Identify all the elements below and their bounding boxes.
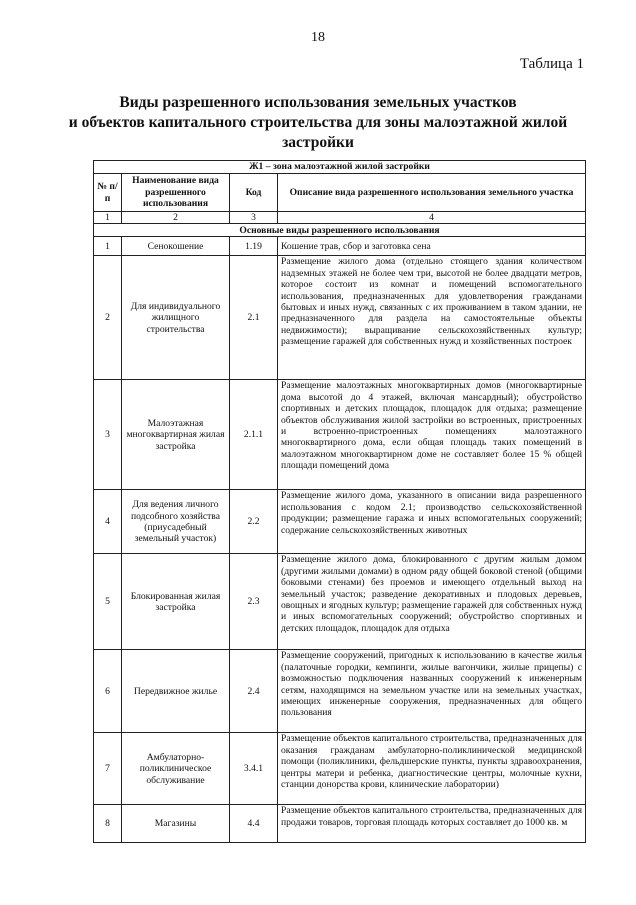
row-code: 2.1 [230,256,278,380]
row-use-name: Передвижное жилье [122,650,230,733]
row-description: Размещение малоэтажных многоквартирных домов (многоквартирные дома высотой до 4 этажей, включая мансардный); обустройство спортивных и детских площадок, площадок для отдыха; размещение объектов обслуживания жилой застройки во встроенных, пристроенных и встроенно-пристроенных помещениях малоэтажного многоквартирного дома, если общая площадь таких помещений в малоэтажном многоквартирном доме не составляет более 15 % общей площади помещений дома [278,380,586,490]
title-line-2: и объектов капитального строительства для зоны малоэтажной жилой [68,114,568,131]
table-row [94,805,586,843]
row-use-name: Блокированная жилая застройка [122,554,230,650]
row-number: 2 [94,256,122,380]
row-code: 2.1.1 [230,380,278,490]
document-title [60,93,576,153]
zone-title: Ж1 – зона малоэтажной жилой застройки [94,161,586,174]
land-use-table [93,160,586,843]
row-use-name: Малоэтажная многоквартирная жилая застройка [122,380,230,490]
header-code: Код [230,174,278,212]
row-number: 5 [94,554,122,650]
column-number: 2 [122,212,230,224]
table-row [94,237,586,256]
title-line-1: Виды разрешенного использования земельных участков [119,94,517,111]
row-use-name: Магазины [122,805,230,843]
row-code: 1.19 [230,237,278,256]
row-number: 8 [94,805,122,843]
row-use-name: Амбулаторно-поликлиническое обслуживание [122,733,230,805]
table-row [94,554,586,650]
page-number: 18 [311,30,325,45]
table-label: Таблица 1 [519,56,584,72]
row-code: 2.2 [230,490,278,554]
table-row [94,733,586,805]
row-number: 1 [94,237,122,256]
table-row [94,256,586,380]
column-number: 1 [94,212,122,224]
row-code: 3.4.1 [230,733,278,805]
column-number: 3 [230,212,278,224]
row-use-name: Сенокошение [122,237,230,256]
header-description: Описание вида разрешенного использования земельного участка [278,174,586,212]
table-row [94,380,586,490]
table-row [94,650,586,733]
row-code: 4.4 [230,805,278,843]
row-use-name: Для индивидуального жилищного строительства [122,256,230,380]
row-description: Размещение объектов капитального строительства, предназначенных для продажи товаров, торговая площадь которых составляет до 1000 кв. м [278,805,586,843]
row-number: 3 [94,380,122,490]
row-number: 4 [94,490,122,554]
row-code: 2.3 [230,554,278,650]
row-number: 6 [94,650,122,733]
row-code: 2.4 [230,650,278,733]
row-number: 7 [94,733,122,805]
row-description: Размещение жилого дома (отдельно стоящего здания количеством надземных этажей не более чем три, высотой не более двадцати метров, которое состоит из комнат и помещений вспомогательного использования, предназначенных для удовлетворения гражданами бытовых и иных нужд, связанных с их проживанием в таком здании, не предназначенного для раздела на самостоятельные объекты недвижимости); выращивание сельскохозяйственных культур; размещение гаражей для собственных нужд и хозяйственных построек [278,256,586,380]
header-num: № п/п [94,174,122,212]
row-description: Размещение сооружений, пригодных к использованию в качестве жилья (палаточные городки, кемпинги, жилые вагончики, жилые прицепы) с возможностью подключения названных сооружений к инженерным сетям, находящимся на земельном участке или на земельных участках, имеющих инженерные сооружения, предназначенных для общего пользования [278,650,586,733]
title-line-3: застройки [282,134,354,151]
table-row [94,490,586,554]
header-name: Наименование вида разрешенного использования [122,174,230,212]
column-number: 4 [278,212,586,224]
row-description: Размещение жилого дома, блокированного с другим жилым домом (другими жилыми домами) в одном ряду общей боковой стеной (общими боковыми стенами) без проемов и имеющего отдельный выход на земельный участок; разведение декоративных и плодовых деревьев, овощных и ягодных культур; размещение гаражей для собственных нужд и иных вспомогательных сооружений; обустройство спортивных и детских площадок, площадок для отдыха [278,554,586,650]
row-description: Кошение трав, сбор и заготовка сена [278,237,586,256]
row-description: Размещение объектов капитального строительства, предназначенных для оказания гражданам амбулаторно-поликлинической медицинской помощи (поликлиники, фельдшерские пункты, пункты здравоохранения, центры матери и ребенка, диагностические центры, молочные кухни, станции донорства крови, клинические лаборатории) [278,733,586,805]
row-use-name: Для ведения личного подсобного хозяйства (приусадебный земельный участок) [122,490,230,554]
row-description: Размещение жилого дома, указанного в описании вида разрешенного использования с кодом 2.1; производство сельскохозяйственной продукции; размещение гаража и иных вспомогательных сооружений; содержание сельскохозяйственных животных [278,490,586,554]
section-title: Основные виды разрешенного использования [94,224,586,237]
